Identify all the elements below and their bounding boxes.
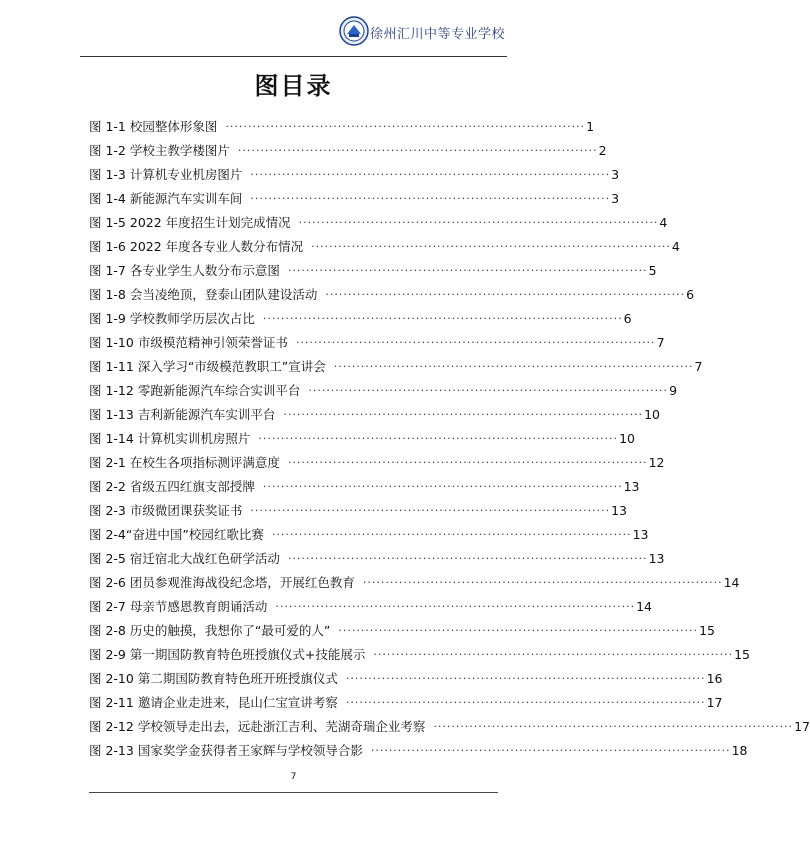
toc-entry-label: 图 1-5 2022 年度招生计划完成情况 [89,215,291,230]
dot-leader: ················································································ [283,407,644,421]
toc-entry-label: 图 1-10 市级模范精神引领荣誉证书 [89,335,288,350]
toc-entry-label: 图 2-12 学校领导走出去，远赴浙江吉利、芜湖奇瑞企业考察 [89,719,426,734]
toc-entry[interactable] [89,378,678,402]
dot-leader: ················································································ [345,671,706,685]
toc-entry[interactable] [89,138,607,162]
toc-entry-label: 图 1-9 学校教师学历层次占比 [89,311,255,326]
toc-entry-label: 图 2-2 省级五四红旗支部授牌 [89,479,255,494]
toc-entry-label: 图 1-6 2022 年度各专业人数分布情况 [89,239,304,254]
toc-entry-label: 图 2-8 历史的触摸，我想你了“最可爱的人” [89,623,331,638]
toc-entry-label: 图 2-4“奋进中国”校园红歌比赛 [89,527,264,542]
dot-leader: ················································································ [250,191,611,205]
page-title: 图目录 [254,72,333,100]
toc-entry-page: 10 [619,430,635,446]
toc-entry[interactable] [89,426,635,450]
toc-entry-page: 12 [648,454,665,470]
toc-entry-label: 图 1-11 深入学习“市级模范教职工”宣讲会 [89,359,326,374]
toc-entry-label: 图 2-11 邀请企业走进来，昆山仁宝宣讲考察 [89,695,338,710]
toc-entry-label: 图 2-9 第一期国防教育特色班授旗仪式+技能展示 [89,647,366,662]
toc-entry-label: 图 1-4 新能源汽车实训车间 [89,191,243,206]
toc-entry[interactable] [89,330,665,354]
dot-leader: ················································································ [287,455,648,469]
dot-leader: ················································································ [258,431,619,445]
toc-entry-page: 1 [586,118,595,134]
toc-entry[interactable] [89,738,748,762]
toc-entry[interactable] [89,258,657,282]
toc-entry-label: 图 2-6 团员参观淮海战役纪念塔，开展红色教育 [89,575,355,590]
toc-entry-page: 13 [623,478,640,494]
toc-entry[interactable] [89,570,740,594]
toc-entry-page: 15 [734,646,750,662]
dot-leader: ················································································ [287,263,648,277]
toc-entry-page: 18 [731,742,748,758]
dot-leader: ················································································ [287,551,648,565]
toc-entry-label: 图 1-14 计算机实训机房照片 [89,431,251,446]
footer-divider [89,792,498,793]
dot-leader: ················································································ [362,575,723,589]
toc-entry-label: 图 1-12 零跑新能源汽车综合实训平台 [89,383,301,398]
toc-entry[interactable] [89,282,695,306]
dot-leader: ················································································ [373,647,734,661]
toc-entry-page: 13 [611,502,628,518]
dot-leader: ················································································ [250,167,611,181]
school-name: 徐州汇川中等专业学校 [369,27,505,42]
toc-entry[interactable] [89,618,715,642]
toc-entry-label: 图 2-5 宿迁宿北大战红色研学活动 [89,551,280,566]
toc-entry-page: 17 [706,694,723,710]
toc-entry-label: 图 2-13 国家奖学金获得者王家辉与学校领导合影 [89,743,363,758]
toc-entry[interactable] [89,594,653,618]
toc-entry[interactable] [89,114,595,138]
toc-entry[interactable] [89,186,620,210]
page-header [80,14,507,57]
toc-entry-page: 6 [623,310,632,326]
dot-leader: ················································································ [262,311,623,325]
toc-entry-label: 图 1-8 会当凌绝顶，登泰山团队建设活动 [89,287,318,302]
dot-leader: ················································································ [250,503,611,517]
toc-entry-label: 图 2-1 在校生各项指标测评满意度 [89,455,280,470]
toc-entry[interactable] [89,642,750,666]
toc-entry[interactable] [89,354,703,378]
toc-entry-label: 图 1-1 校园整体形象图 [89,119,218,134]
dot-leader: ················································································ [237,143,598,157]
toc-entry-page: 13 [648,550,665,566]
toc-entry[interactable] [89,474,640,498]
toc-entry-page: 7 [694,358,703,374]
toc-entry-page: 15 [699,622,715,638]
dot-leader: ················································································ [325,287,686,301]
toc-entry[interactable] [89,402,660,426]
toc-entry[interactable] [89,522,649,546]
toc-entry[interactable] [89,450,665,474]
toc-entry[interactable] [89,690,723,714]
dot-leader: ················································································ [271,527,632,541]
dot-leader: ················································································ [308,383,669,397]
toc-entry-page: 13 [632,526,649,542]
toc-entry-label: 图 2-10 第二期国防教育特色班开班授旗仪式 [89,671,338,686]
toc-entry-page: 17 [794,718,810,734]
toc-entry-page: 3 [611,166,620,182]
toc-entry-page: 10 [644,406,660,422]
toc-entry-label: 图 1-3 计算机专业机房图片 [89,167,243,182]
dot-leader: ················································································ [298,215,659,229]
toc-entry-page: 14 [636,598,653,614]
dot-leader: ················································································ [225,119,586,133]
toc-entry[interactable] [89,546,665,570]
toc-entry[interactable] [89,306,632,330]
toc-entry-page: 7 [656,334,665,350]
dot-leader: ················································································ [345,695,706,709]
toc-entry-page: 3 [611,190,620,206]
toc-entry-label: 图 2-3 市级微团课获奖证书 [89,503,243,518]
dot-leader: ················································································ [275,599,636,613]
dot-leader: ················································································ [338,623,699,637]
toc-entry-page: 6 [686,286,695,302]
toc-entry-label: 图 1-13 吉利新能源汽车实训平台 [89,407,276,422]
dot-leader: ················································································ [333,359,694,373]
toc-entry[interactable] [89,162,620,186]
page-number: 7 [290,772,297,782]
toc-entry-page: 16 [706,670,723,686]
toc-entry-page: 5 [648,262,657,278]
dot-leader: ················································································ [433,719,794,733]
school-emblem-icon [339,16,369,46]
toc-entry-page: 2 [598,142,607,158]
figure-list [89,114,810,762]
toc-entry-page: 9 [669,382,678,398]
dot-leader: ················································································ [370,743,731,757]
dot-leader: ················································································ [311,239,671,253]
toc-entry-page: 4 [659,214,668,230]
toc-entry-label: 图 1-2 学校主教学楼图片 [89,143,230,158]
dot-leader: ················································································ [262,479,623,493]
toc-entry[interactable] [89,498,628,522]
toc-entry-label: 图 1-7 各专业学生人数分布示意图 [89,263,280,278]
toc-entry-page: 14 [723,574,740,590]
toc-entry[interactable] [89,714,810,738]
toc-entry-label: 图 2-7 母亲节感恩教育朗诵活动 [89,599,268,614]
toc-entry[interactable] [89,234,680,258]
toc-entry[interactable] [89,210,668,234]
toc-entry-page: 4 [671,238,680,254]
dot-leader: ················································································ [295,335,656,349]
toc-entry[interactable] [89,666,723,690]
